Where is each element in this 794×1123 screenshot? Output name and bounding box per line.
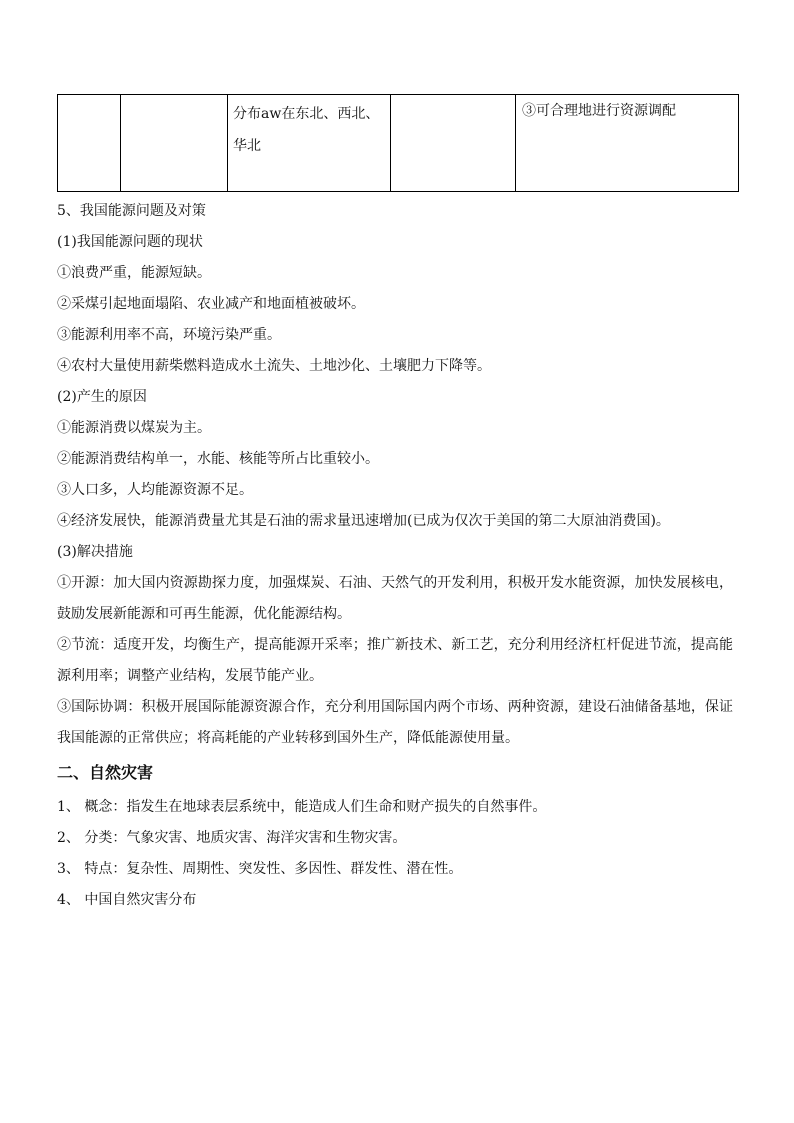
list-item: ①浪费严重，能源短缺。 <box>57 265 211 281</box>
list-item: ③国际协调：积极开展国际能源资源合作，充分利用国际国内两个市场、两种资源，建设石油储备基地，保证我国能源的正常供应；将高耗能的产业转移到国外生产，降低能源使用量。 <box>57 699 733 746</box>
subsection-current-title: (1)我国能源问题的现状 <box>57 234 203 250</box>
list-item: ④经济发展快，能源消费量尤其是石油的需求量迅速增加(已成为仅次于美国的第二大原油消费国)。 <box>57 513 670 529</box>
list-item: ②节流：适度开发，均衡生产，提高能源开采率；推广新技术、新工艺，充分利用经济杠杆促进节流，提高能源利用率；调整产业结构，发展节能产业。 <box>57 637 733 684</box>
subsection-causes-title: (2)产生的原因 <box>57 389 147 405</box>
table-cell <box>121 95 228 192</box>
list-item: ②采煤引起地面塌陷、农业减产和地面植被破坏。 <box>57 296 365 312</box>
allocation-text: ③可合理地进行资源调配 <box>522 103 676 119</box>
list-item: 4、 中国自然灾害分布 <box>57 892 197 908</box>
subsection-measures-title: (3)解决措施 <box>57 544 133 560</box>
table-cell <box>58 95 121 192</box>
list-item: ②能源消费结构单一，水能、核能等所占比重较小。 <box>57 451 379 467</box>
distribution-text: 分布aw在东北、西北、华北 <box>233 106 380 154</box>
table-cell <box>516 95 739 192</box>
table-cell <box>391 95 516 192</box>
list-item: 2、 分类：气象灾害、地质灾害、海洋灾害和生物灾害。 <box>57 830 407 846</box>
list-item: ④农村大量使用薪柴燃料造成水土流失、土地沙化、土壤肥力下降等。 <box>57 358 491 374</box>
section-natural-disasters-heading: 二、自然灾害 <box>57 763 154 782</box>
list-item: ③人口多，人均能源资源不足。 <box>57 482 253 498</box>
main-content <box>57 196 733 916</box>
list-item: ①能源消费以煤炭为主。 <box>57 420 211 436</box>
resource-table <box>57 94 739 192</box>
list-item: 1、 概念：指发生在地球表层系统中，能造成人们生命和财产损失的自然事件。 <box>57 799 547 815</box>
list-item: ①开源：加大国内资源勘探力度，加强煤炭、石油、天然气的开发利用，积极开发水能资源，加快发展核电，鼓励发展新能源和可再生能源，优化能源结构。 <box>57 575 733 622</box>
table-cell <box>228 95 391 192</box>
section-5-title: 5、我国能源问题及对策 <box>57 203 206 219</box>
list-item: ③能源利用率不高，环境污染严重。 <box>57 327 281 343</box>
list-item: 3、 特点：复杂性、周期性、突发性、多因性、群发性、潜在性。 <box>57 861 463 877</box>
table-row <box>58 95 739 192</box>
